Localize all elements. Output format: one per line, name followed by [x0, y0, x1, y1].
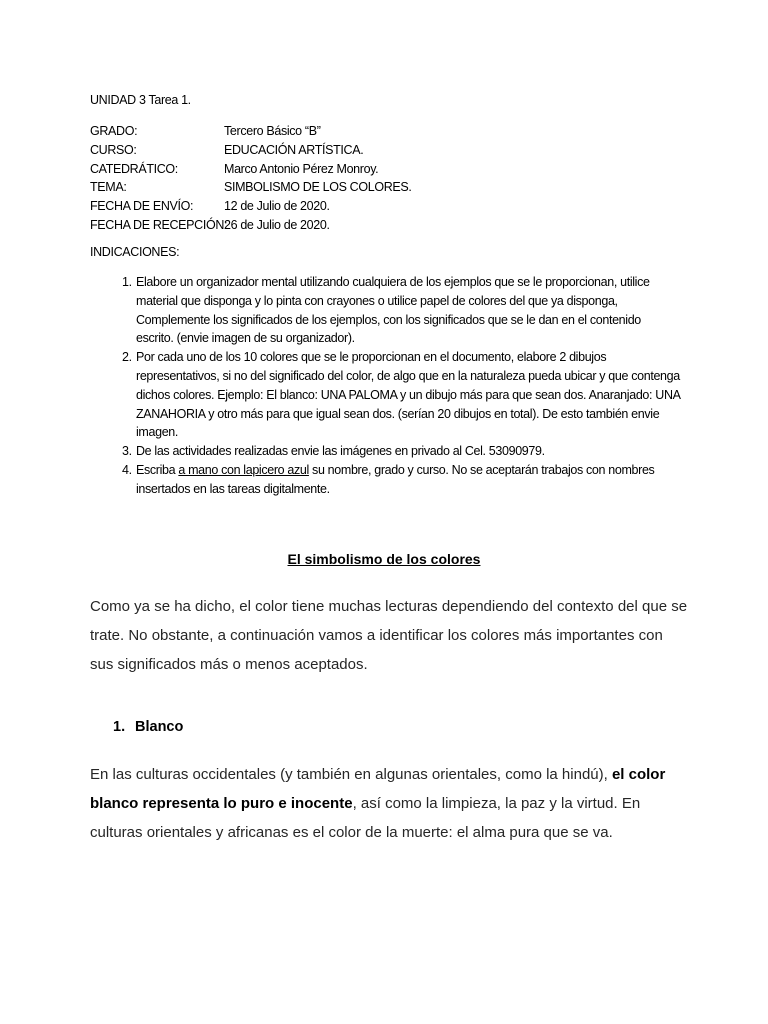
list-number: 2.	[122, 350, 132, 365]
section-paragraph-blanco	[90, 760, 690, 847]
indicaciones-heading: INDICACIONES:	[90, 245, 180, 259]
info-row-tema	[90, 178, 411, 197]
info-label: TEMA:	[90, 180, 127, 195]
text-run: su nombre, grado y curso. No se aceptarán trabajos con nombres insertados en las tareas digitalmente.	[136, 462, 655, 496]
info-value: 26 de Julio de 2020.	[224, 217, 330, 232]
section-heading-blanco	[113, 719, 183, 735]
list-item-text	[136, 461, 681, 499]
info-value: SIMBOLISMO DE LOS COLORES.	[224, 180, 412, 195]
info-value: Marco Antonio Pérez Monroy.	[224, 161, 379, 176]
info-label: CATEDRÁTICO:	[90, 161, 178, 176]
info-value: EDUCACIÓN ARTÍSTICA.	[224, 142, 364, 157]
indicaciones-list	[90, 273, 690, 499]
info-label: FECHA DE RECEPCIÓN:	[90, 217, 228, 232]
list-item	[90, 442, 690, 461]
section-number: 1.	[113, 719, 126, 735]
list-number: 4.	[122, 462, 132, 477]
list-item	[90, 461, 690, 499]
info-row-grado	[90, 122, 411, 141]
info-row-fecha-envio	[90, 197, 411, 216]
underlined-text: a mano con lapicero azul	[178, 462, 309, 477]
text-run: En las culturas occidentales (y también en algunas orientales, como la hindú),	[90, 766, 612, 783]
list-item-text: De las actividades realizadas envie las imágenes en privado al Cel. 53090979.	[136, 444, 545, 459]
text-run: Escriba	[136, 462, 179, 477]
intro-paragraph: Como ya se ha dicho, el color tiene muchas lecturas dependiendo del contexto del que se trate. No obstante, a continuación vamos a identificar los colores más importantes con sus significados más o menos aceptados.	[90, 598, 688, 673]
article-title	[0, 551, 768, 567]
info-label: FECHA DE ENVÍO:	[90, 199, 194, 214]
section-title: Blanco	[135, 719, 184, 735]
info-row-curso	[90, 141, 411, 160]
list-item	[90, 348, 690, 442]
info-value: 12 de Julio de 2020.	[224, 199, 330, 214]
bold-text: el color blanco representa lo puro e inocente	[90, 766, 666, 812]
list-number: 1.	[122, 275, 132, 289]
info-row-catedratico	[90, 160, 411, 179]
text-run: , así como la limpieza, la paz y la virtud. En culturas orientales y africanas es el color de la muerte: el alma pura que se va.	[90, 795, 641, 841]
list-item-text: Por cada uno de los 10 colores que se le proporcionan en el documento, elabore 2 dibujos representativos, si no del significado del color, de algo que en la naturaleza pueda ubicar y que contenga dichos colores. Ejemplo: El blanco: UNA PALOMA y un dibujo más para que sean dos. Anaranjado: UNA ZANAHORIA y otro más para que igual sean dos. (serían 20 dibujos en total). De esto también envie imagen.	[136, 350, 680, 440]
info-label: CURSO:	[90, 142, 137, 157]
list-number: 3.	[122, 444, 132, 459]
info-row-fecha-recepcion	[90, 216, 411, 235]
info-value: Tercero Básico “B”	[224, 124, 321, 138]
unit-heading: UNIDAD 3 Tarea 1.	[90, 93, 191, 107]
article-title-text: El simbolismo de los colores	[287, 551, 481, 567]
list-item-text: Elabore un organizador mental utilizando cualquiera de los ejemplos que se le proporcionan, utilice material que disponga y lo pinta con crayones o utilice papel de colores del que ya disponga, Complemente los significados de los ejemplos, con los significados que se le dan en el contenido escrito. (envie imagen de su organizador).	[136, 275, 650, 346]
list-item	[90, 273, 690, 348]
assignment-info-table	[90, 122, 411, 235]
info-label: GRADO:	[90, 124, 138, 138]
